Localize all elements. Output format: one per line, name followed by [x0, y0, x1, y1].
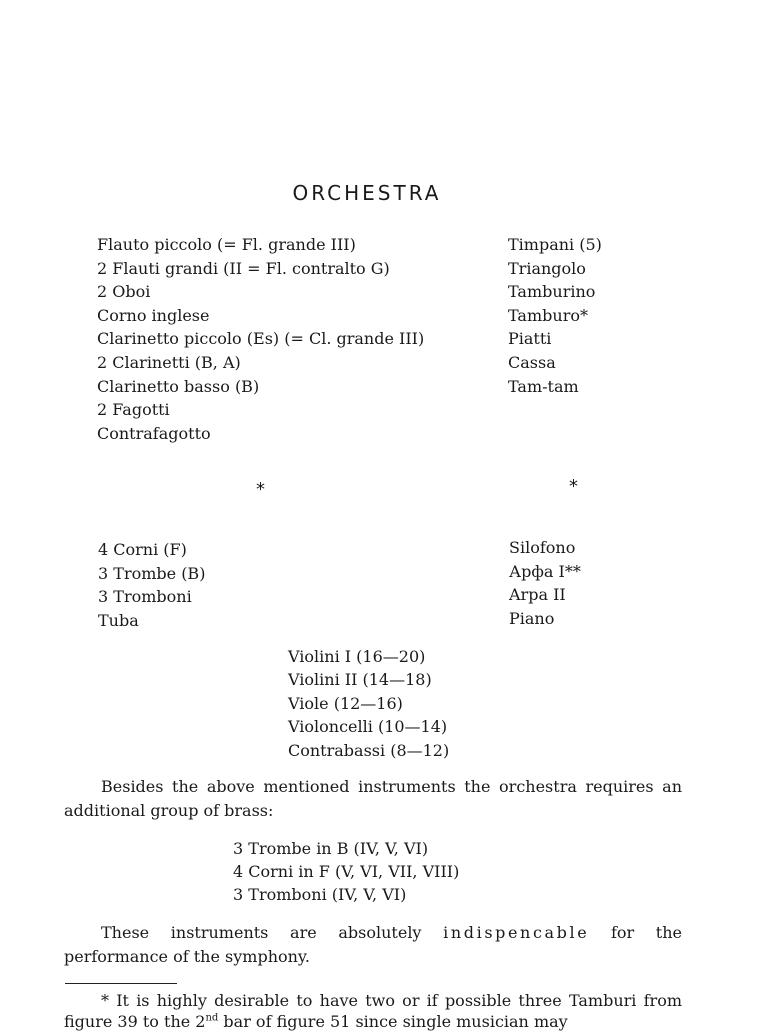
list-item: Piatti	[508, 329, 552, 349]
list-item: Tamburino	[508, 282, 596, 302]
percussion-list	[508, 233, 602, 398]
list-item: Violini I (16—20)	[288, 647, 426, 666]
footnote-text: bar of figure 51 since single musician may	[218, 1012, 568, 1031]
list-item: 3 Tromboni	[98, 587, 192, 607]
section-separator-left: *	[256, 479, 265, 500]
indispensable-paragraph	[64, 921, 682, 969]
list-item: Арфа I**	[509, 561, 581, 581]
list-item: Contrabassi (8—12)	[288, 740, 450, 760]
strings-list	[288, 645, 449, 762]
paragraph-text: for the performance of the symphony.	[64, 923, 683, 966]
footnote-divider	[65, 983, 177, 984]
list-item: Viole (12—16)	[288, 693, 403, 713]
list-item: Tuba	[98, 610, 139, 630]
list-item: Timpani (5)	[508, 235, 602, 254]
list-item: Silofono	[509, 538, 576, 557]
woodwinds-list	[97, 233, 424, 445]
emphasized-word: indispencable	[443, 923, 590, 942]
list-item: Triangolo	[508, 258, 586, 278]
list-item: 3 Trombe in B (IV, V, VI)	[233, 839, 429, 858]
list-item: Tamburo*	[508, 305, 588, 325]
list-item: Flauto piccolo (= Fl. grande III)	[97, 235, 356, 254]
page-title: ORCHESTRA	[292, 181, 442, 205]
paragraph-text: These instruments are absolutely	[101, 923, 444, 942]
list-item: 2 Fagotti	[97, 400, 170, 420]
list-item: Contrafagotto	[97, 423, 211, 443]
list-item: 3 Trombe (B)	[98, 563, 206, 583]
list-item: 2 Clarinetti (B, A)	[97, 352, 241, 372]
list-item: Tam-tam	[508, 376, 579, 396]
list-item: Piano	[509, 608, 555, 628]
list-item: Cassa	[508, 352, 556, 372]
list-item: Corno inglese	[97, 305, 210, 325]
list-item: 4 Corni (F)	[98, 540, 187, 559]
list-item: Arpa II	[509, 585, 566, 605]
list-item: 2 Flauti grandi (II = Fl. contralto G)	[97, 258, 390, 278]
list-item: 3 Tromboni (IV, V, VI)	[233, 885, 407, 905]
list-item: 2 Oboi	[97, 282, 151, 302]
list-item: Violini II (14—18)	[288, 670, 432, 690]
list-item: Clarinetto piccolo (Es) (= Cl. grande III)	[97, 329, 425, 349]
list-item: Clarinetto basso (B)	[97, 376, 260, 396]
footnote-text: * It is highly desirable to have two or if possible three Tamburi from figure 39 to the 2	[64, 991, 682, 1031]
additional-brass-paragraph: Besides the above mentioned instruments the orchestra requires an additional group of brass:	[64, 777, 682, 820]
list-item: Violoncelli (10—14)	[288, 717, 448, 737]
section-separator-right: *	[569, 476, 578, 497]
footnote-superscript: nd	[205, 1012, 219, 1024]
keyboard-harps-list	[509, 536, 581, 630]
footnote	[64, 990, 682, 1032]
additional-brass-list	[233, 837, 459, 907]
brass-list	[98, 538, 205, 632]
list-item: 4 Corni in F (V, VI, VII, VIII)	[233, 862, 460, 882]
